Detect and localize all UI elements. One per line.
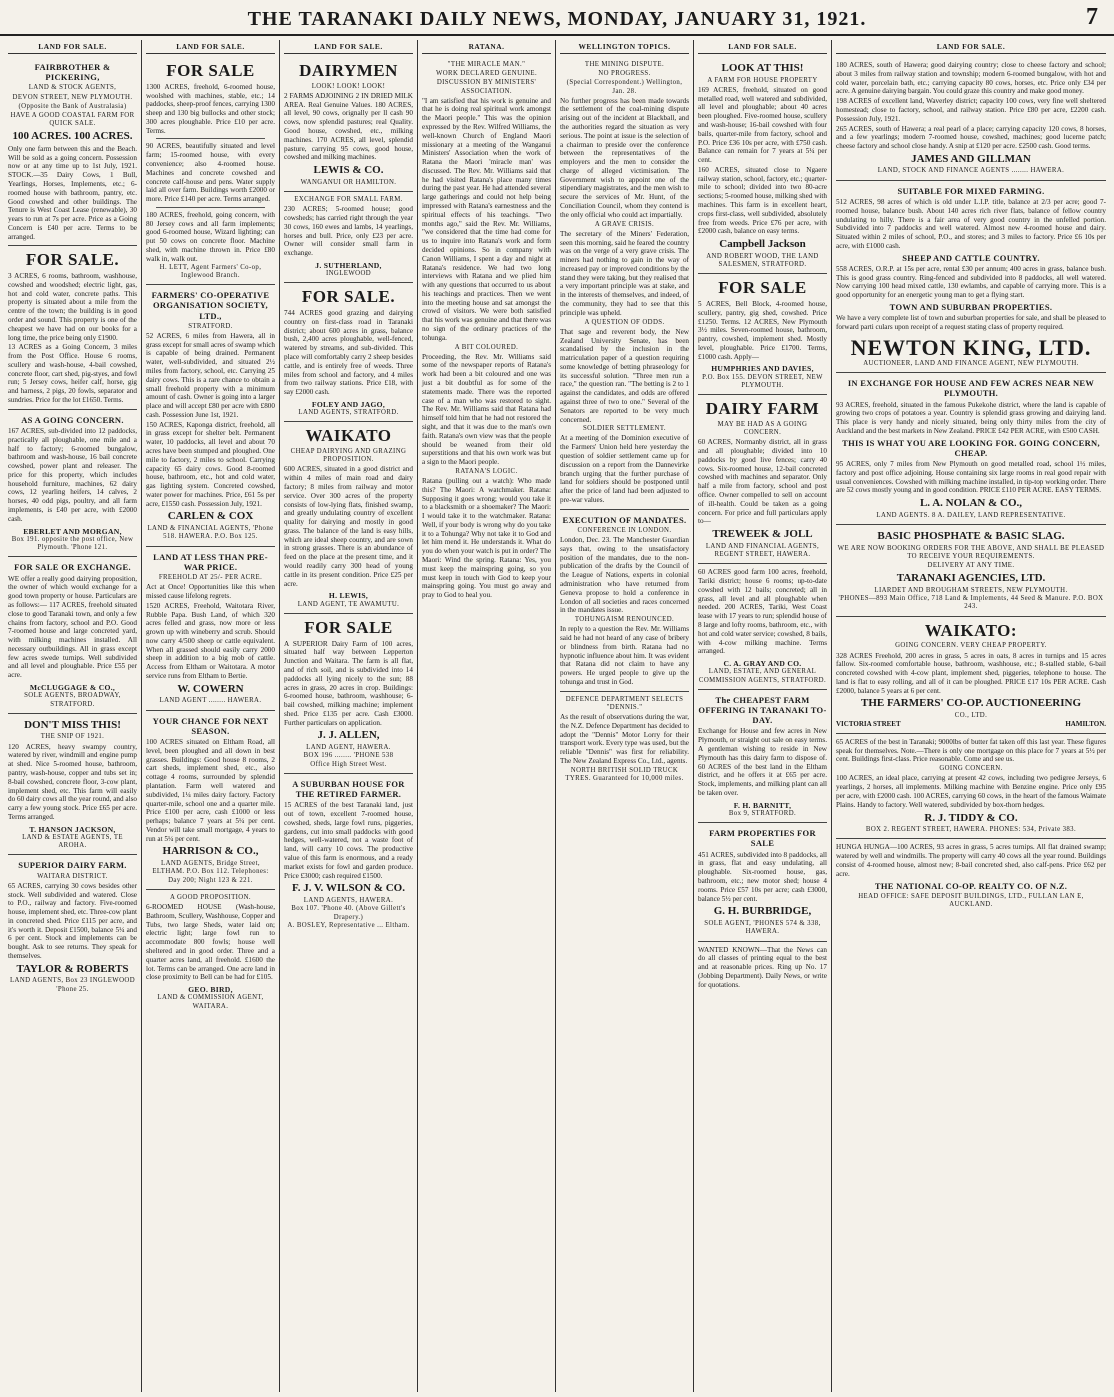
column-1	[4, 40, 142, 1392]
ad-phone: BOX 196 ........ 'PHONE 538	[303, 752, 394, 760]
ad-title: FARMERS' CO-OPERATIVE ORGANISATION SOCIETY, LTD.,	[151, 290, 270, 321]
ad-address: Box 191. opposite the post office, New Plymouth. 'Phone 121.	[11, 535, 134, 552]
ad-body: 120 ACRES, heavy swampy country, watered by river, windmill and engine pump at shed. Nice 5-roomed house, bathroom, pantry, wash-house, copper and tubs set in; 8-bail cowshed, concrete floor, 3-cow plant, implement shed, etc. This farm will easily do 60 dairy cows all the year round, and also carry a few young stock. Price £65 per acre. Terms arranged.	[8, 742, 137, 821]
ad-body: 265 ACRES, south of Hawera; a real pearl of a place; carrying capacity 120 cows, 8 horses, and a few yearlings; modern 7-roomed house, cowshed, machines; good lucerne patch; cheese factory and school close handy. A snip at £120 per acre. £2500 cash. Good terms.	[836, 124, 1106, 151]
ad-address: WANGANUI OR HAMILTON.	[300, 178, 397, 186]
article-section-title: RATANA'S LOGIC.	[455, 467, 518, 475]
ad-title: FAIRBROTHER & PICKERING,	[34, 62, 111, 83]
ad-town: HAMILTON.	[1065, 720, 1106, 729]
ad-tariki	[698, 564, 827, 690]
ad-body: 90 ACRES, beautifully situated and level farm; 15-roomed house, with every convenience; also 4-roomed house. Machines and concrete cowshed and concrete calf-house and pens. Water supply laid all over farm. Buildings worth £2000 or more. Price £140 per acre. Terms arranged.	[146, 142, 275, 204]
ad-title: GOING CONCERN.	[939, 765, 1003, 773]
ad-dont-miss	[8, 714, 137, 856]
ad-subtitle: STRATFORD.	[188, 322, 233, 330]
ad-subtitle: MAY BE HAD AS A GOING CONCERN.	[717, 420, 808, 437]
ad-body: 65 ACRES, carrying 30 cows besides other stock. Well subdivided and watered. Close to P.O., railway and factory. Five-roomed house, implement shed, etc. Three-cow plant in concreted shed. Price £115 per acre, and it's worth it. Deposit £1500, balance 5¼ and 6 per cent. Stock and implements can be bought. Ask to see returns. They speak for themselves.	[8, 881, 137, 961]
ad-title: FOR SALE	[718, 278, 807, 298]
column-head: LAND FOR SALE.	[8, 42, 137, 54]
article-subtitle: DISCUSSION BY MINISTERS' ASSOCIATION.	[436, 79, 537, 95]
divider	[156, 207, 265, 208]
ad-agent: TREWEEK & JOLL	[712, 528, 813, 541]
ad-address: LAND AND FINANCIAL AGENTS, REGENT STREET, HAWERA.	[705, 542, 820, 559]
ad-phone: 'PHONES—893 Main Office, 718 Land & Implements, 44 Seed & Manure. P.O. BOX 243.	[838, 595, 1104, 611]
ad-dennis	[560, 692, 689, 788]
ad-agent: EBERLET AND MORGAN,	[23, 526, 122, 536]
ad-line: HAVE A GOOD COASTAL FARM FOR QUICK SALE.	[10, 111, 135, 128]
ad-address: LAND & ESTATE AGENTS, TE AROHA.	[22, 833, 123, 850]
column-2	[142, 40, 280, 1392]
article-body: Proceeding, the Rev. Mr. Williams said some of the newspaper reports of Ratana's work had been a bit coloured and one was just a bit doubtful as for some of the statements made. There was the reported case of a man who was restored to sight. The Rev. Mr. Williams said that Ratana had himself told him that he had not restored the sight, and that it was due to the man's own faith. Ratana's own view was that the people should be weaned from their old superstitions and that his own work was but a sign to the Maori people.	[422, 352, 551, 467]
ad-body: 150 ACRES, Kaponga district, freehold, all in grass except for shelter belt. Permanent water, 10 paddocks, all level and about 70 acres have been stumped and ploughed. One mile to factory, 2 miles to school. Carrying capacity 65 dairy cows. Good 8-roomed house, bathroom, etc., hot and cold water, gas lighting system. Concreted cowshed, water power for machines. Price, £61 5s per acre, £1550 cash. Possession July, 1921.	[146, 420, 275, 508]
ad-dairymen	[284, 57, 413, 192]
ad-phone: Box 107. 'Phone 40. (Above Gillett's Drapery.)	[291, 905, 406, 921]
page-number: 7	[1086, 4, 1098, 30]
ad-for-sale	[146, 57, 275, 285]
ad-note: (Opposite the Bank of Australasia)	[18, 102, 127, 110]
ad-agent: W. COWERN	[177, 682, 244, 695]
ad-title: FOR SALE	[166, 61, 255, 81]
ad-body: 1520 ACRES, Freehold, Waitotara River, Rubble Papa. Bush Land, of which 320 acres felled and grass, now more or less grown up with wineberry and scrub. Should now carry 4/500 sheep or cattle equivalent. When all grassed should easily carry 2000 sheep in addition to a big mob of cattle. Access from Eltham or Waitotara. A motor service runs from Eltham to Bertie.	[146, 601, 275, 681]
ad-footer: NORTH BRITISH SOLID TRUCK TYRES. Guaranteed for 10,000 miles.	[565, 766, 684, 782]
ad-body: 60 ACRES good farm 100 acres, freehold, Tariki district; house 6 rooms; up-to-date cowshed with 12 bails; concreted; all in grass, all level and all ploughable when needed. 200 ACRES, Tariki, West Coast lease with 17 years to run; splendid house of 8 large and lofty rooms, bathroom, etc., with hot and cold water service; cowshed, 8 bails, with 4-cow milking machine. Terms arranged.	[698, 568, 827, 656]
ad-address: LAND AGENTS, HAWERA.	[303, 896, 394, 904]
ad-agent: FOLEY AND JAGO,	[311, 399, 386, 409]
column-head: RATANA.	[422, 42, 551, 54]
column-7-8	[832, 40, 1110, 1392]
ad-agent: H. LETT, Agent Farmers' Co-op, Inglewood Branch.	[159, 263, 262, 279]
ad-subtitle: LOOK! LOOK! LOOK!	[311, 82, 386, 90]
ad-agent: J. SUTHERLAND,	[315, 260, 382, 270]
ad-title: The CHEAPEST FARM OFFERING IN TARANAKI TO-DAY.	[698, 694, 827, 726]
ad-for-sale	[8, 246, 137, 409]
article-section-title: TOHUNGAISM RENOUNCED.	[574, 616, 675, 624]
ad-address: SOLE AGENT, 'PHONES 574 & 338, HAWERA.	[704, 919, 821, 936]
ad-title: DON'T MISS THIS!	[24, 718, 121, 731]
article-section-title: A QUESTION OF ODDS.	[584, 318, 665, 326]
ad-title: LOOK AT THIS!	[721, 62, 804, 75]
ad-exchange	[8, 557, 137, 713]
ad-address: DEVON STREET, NEW PLYMOUTH.	[12, 93, 133, 101]
ad-for-sale-dairy	[284, 614, 413, 774]
ad-subtitle: A FARM FOR HOUSE PROPERTY	[707, 76, 818, 84]
ad-james-gillman	[836, 57, 1106, 181]
newspaper-title: THE TARANAKI DAILY NEWS, MONDAY, JANUARY 31, 1921.	[247, 8, 867, 30]
ad-title: EXCHANGE FOR SMALL FARM.	[294, 196, 403, 204]
ad-title: BASIC PHOSPHATE & BASIC SLAG.	[877, 530, 1065, 543]
ad-title: DEFENCE DEPARTMENT SELECTS "DENNIS."	[565, 695, 684, 711]
article-subtitle: NO PROGRESS.	[598, 70, 651, 78]
ad-body: Act at Once! Opportunities like this when missed cause lifelong regrets.	[146, 583, 275, 600]
article-body: Ratana (pulling out a watch): Who made this? The Maori: A watchmaker. Ratana: Supposing it goes wrong; would you take it to a blacksmith or a shoemaker? The Maori: I would take it to the watchmaker. Ratana: Well, if your body is wrong why do you take it to a Tohunga? Why not take it to God and let him mend it. He understands it. What do you do when your watch is put in order? The Maori: Wind the spring. Ratana: Yes, you must keep the mainspring going, so you must keep in touch with God to keep your mainspring going. You must go away and pray to God to heal you.	[422, 477, 552, 600]
ad-subtitle: FREEHOLD AT 25/- PER ACRE.	[158, 574, 263, 582]
ad-body: 744 ACRES good grazing and dairying country on first-class road in Taranaki district; about 600 acres in grass, balance bush, 2,400 acres ploughable, well-fenced, watered by streams, and sub-divided. This place will comfortably carry 2 sheep besides cattle, and is entirely free of weeds. Three miles from school and factory, and 4 miles from two railway stations. Price £18, with say £2000 cash.	[284, 309, 413, 397]
ad-address: LAND & FINANCIAL AGENTS, 'Phone 518. HAWERA. P.O. Box 125.	[147, 525, 274, 541]
ad-body: 600 ACRES, situated in a good district and within 4 miles of main road and dairy factory; 8 miles from railway and motor service. Over 300 acres of the property consists of low-lying flats, finished swamp, and greatly undulating country of excellent quality for dairying and mostly in good grass. The balance of the land is easy hills, which are ideal sheep country, and are sown in strong grasses. There is an abundance of feed on the place at the present time, and it would readily carry 300 head of young cattle in its present condition. Price £25 per acre.	[284, 465, 413, 588]
ad-good-proposition	[146, 890, 275, 1015]
ad-body: We have a very complete list of town and suburban properties for sale, and shall be pleased to forward parti culars upon receipt of a request stating class of property required.	[836, 314, 1106, 331]
ad-address: HEAD OFFICE: SAFE DEPOSIT BUILDINGS, LTD., FULLAN LAN E, AUCKLAND.	[858, 892, 1084, 909]
ad-subtitle: THE SNIP OF 1921.	[40, 733, 105, 741]
ad-title: WAIKATO	[305, 426, 392, 446]
ad-title: TOWN AND SUBURBAN PROPERTIES.	[889, 301, 1053, 312]
ad-title: FARM PROPERTIES FOR SALE	[709, 828, 816, 849]
ad-agent: TARANAKI AGENCIES, LTD.	[896, 572, 1046, 585]
ad-address: LAND AGENT, TE AWAMUTU.	[297, 600, 400, 608]
article-body: In reply to a question the Rev. Mr. Williams said he had not heard of any case of bribery or blindness from birth. Ratana had no hypnotic influence about him. It was evident that Ratana did not claim to have any powers. He urged people to give up the tohunga and trust in God.	[560, 625, 689, 686]
ad-office: Office High Street West.	[310, 760, 387, 768]
ad-suburban-house	[284, 774, 413, 934]
ad-title: FOR SALE.	[25, 250, 120, 270]
ad-body: WANTED KNOWN—That the News can do all classes of printing equal to the best and at reasonable prices. Ring up No. 17 (Jobbing Department). Daily News, or write for quotations.	[698, 945, 827, 989]
ad-body: 15 ACRES of the best Taranaki land, just out of town, excellent 7-roomed house, cowshed, sheds, large fowl runs, piggeries, gardens, cut into small paddocks with good hedges, well-watered, not a waste foot of land, will carry 10 cows. The productive value of this farm is enormous, and a ready market exists for fowl and garden produce. Price £3000; cash required £1500.	[284, 801, 413, 880]
ad-title: A SUBURBAN HOUSE FOR THE RETIRED FARMER.	[292, 778, 405, 800]
ad-wanted-known	[698, 942, 827, 994]
ad-body: 13 ACRES as a Going Concern, 3 miles from the Post Office. House 6 rooms, scullery and wash-house, 4-bail cowshed, concrete floor, cart shed, pig-styes, and fowl run; 5 Jersey cows, heifer calf, horse, gig and harness, 2 pigs, 20 fowls, separator and sundries. Price for the lot £1650. Terms.	[8, 343, 137, 405]
article-mining-dispute	[560, 57, 689, 510]
ad-agent: LEWIS & CO.	[313, 164, 384, 177]
masthead	[0, 0, 1114, 36]
ad-agent: CARLEN & COX	[167, 510, 254, 523]
article-subtitle: CONFERENCE IN LONDON.	[577, 526, 672, 534]
column-head: LAND FOR SALE.	[836, 42, 1106, 54]
article-section-title: A BIT COLOURED.	[454, 343, 519, 351]
ad-body: 100 ACRES, an ideal place, carrying at present 42 cows, including two pedigree Jerseys, 6 yearlings, 2 horses, all implements. Milking machine with Benzine engine. Price only £95 per acre, with £2000 cash. 100 ACRES, carrying 60 cows, in the heart of the famous Waimate Plains. Handy to factory. Well watered, subdivided by box-thorn hedges.	[836, 774, 1106, 809]
ad-title: A GOOD PROPOSITION.	[169, 893, 252, 901]
ad-agent: H. LEWIS,	[328, 591, 369, 601]
columns	[4, 40, 1110, 1392]
article-subtitle: WORK DECLARED GENUINE.	[435, 70, 538, 78]
article-section-title: SOLDIER SETTLEMENT.	[583, 425, 666, 433]
ad-newton-king	[836, 181, 1106, 373]
ad-nolan	[836, 373, 1106, 525]
ad-body: 160 ACRES, situated close to Ngaere railway station, school, factory, etc.; quarter-mile to school; divided into two 80-acre sections; 5-roomed house, milking shed with machines. This farm is in excellent heart, crops first-class, well subdivided, absolutely free from weeds. Price £76 per acre, with £2000 cash, balance on easy terms.	[698, 165, 827, 236]
ad-body: Only one farm between this and the Beach. Will be sold as a going concern. Possession now or at any time up to 1st July, 1921. STOCK.—35 Dairy Cows, 1 Bull, Yearlings, Horses, Implements, etc.; 6-roomed house with bathroom, pantry, etc. Good cowshed and other buildings. The Tenure is West Coast Lease (renewable), 30 years to run at 7s per acre. Price as a Going Concern is £40 per acre. Terms to be arranged.	[8, 144, 137, 241]
ad-title: YOUR CHANCE FOR NEXT SEASON.	[152, 715, 269, 736]
ad-address: SOLE AGENTS, BROADWAY, STRATFORD.	[24, 692, 121, 708]
column-5	[556, 40, 694, 1392]
ad-headline: 100 ACRES. 100 ACRES.	[12, 130, 133, 143]
ad-basic-phosphate	[836, 525, 1106, 617]
ad-title: SHEEP AND CATTLE COUNTRY.	[902, 252, 1040, 263]
ad-address: AUCTIONEER, LAND AND FINANCE AGENT, NEW PLYMOUTH.	[863, 359, 1079, 367]
ad-body: 512 ACRES, 98 acres of which is old under L.I.P. title, balance at 2/3 per acre; good 7-roomed house, balance bush. About 140 acres rich river flats, balance of fellow country undulating to hilly. There is a fair area of very good country in the unfelled portion. Subdivided into 7 paddocks and well watered. Almost new 4-roomed house and dairy. Situated within 2 miles of school, P.O., and stores; and 3 miles to factory. Price £6 10s per acre, with £1000 cash.	[836, 197, 1106, 250]
ad-subtitle: GOING CONCERN. VERY CHEAP PROPERTY.	[895, 642, 1047, 650]
ad-subtitle: DELIVERY AT ANY TIME.	[927, 562, 1015, 570]
ad-address: AND ROBERT WOOD, THE LAND SALESMEN, STRATFORD.	[706, 252, 819, 269]
ad-farm-properties	[698, 823, 827, 941]
ad-agent: JAMES AND GILLMAN	[911, 152, 1031, 165]
ad-body: 558 ACRES, O.R.P. at 15s per acre, rental £30 per annum; 400 acres in grass, balance bush. This is good grass country. Ring-fenced and subdivided into 8 paddocks, all well watered. Now carrying 100 head mixed cattle, 130 ewlambs, and capable of carrying more. This is a good opportunity for an energetic young man to get a flying start.	[836, 264, 1106, 300]
article-body: At a meeting of the Dominion executive of the Farmers' Union held here yesterday the question of soldier settlement came up for discussion on a report from the Dannevirke branch urging that the further purchase of land for soldiers should be postponed until after the price of land had been adjusted to pre-war values.	[560, 434, 689, 504]
ad-body: 198 ACRES of excellent land, Waverley district; capacity 100 cows, very fine well sheltered homestead; close to factory, school, and railway station. Price £80 per acre, £2200 cash. Possession July, 1921.	[836, 97, 1106, 123]
ad-address: LAND AGENT, HAWERA.	[306, 744, 391, 752]
ad-superior-dairy	[8, 855, 137, 998]
divider	[156, 138, 265, 139]
ad-title: SUPERIOR DAIRY FARM.	[18, 860, 127, 871]
ad-address-row	[836, 720, 1106, 729]
ad-title: DAIRYMEN	[299, 61, 398, 81]
ad-body: 169 ACRES, freehold, situated on good metalled road, well watered and subdivided, all level and ploughable; about 40 acres been ploughed. Five-roomed house, scullery and wash-house; 16-bail cowshed with four bails, quarter-mile from factory, school and P.O. Price £36 10s per acre, with £750 cash. Balance can remain for 7 years at 5¼ per cent.	[698, 85, 827, 165]
ad-address: Box 9, STRATFORD.	[728, 809, 797, 817]
ad-title: IN EXCHANGE FOR HOUSE AND FEW ACRES NEAR NEW PLYMOUTH.	[847, 378, 1095, 399]
ad-body: 1300 ACRES, freehold, 6-roomed house, woolshed with machines, stable, etc.; 14 paddocks, sheep-proof fences, carrying 1300 sheep and 130 big bullocks and other stock; 300 acres ploughable. Price £10 per acre. Terms.	[146, 82, 275, 135]
ad-title: SUITABLE FOR MIXED FARMING.	[897, 185, 1045, 196]
ad-agent: TAYLOR & ROBERTS	[16, 962, 129, 975]
ad-body: 180 ACRES, freehold, going concern, with 80 Jersey cows and all farm implements; good 6-roomed house, Wizard lighting; can put 50 cows on concrete floor. Machine shed, with machine thrown in. Price £80 walk in, walk out.	[146, 210, 275, 263]
article-ratana	[422, 57, 551, 604]
ad-subtitle: CHEAP DAIRYING AND GRAZING PROPOSITION.	[290, 448, 407, 464]
ad-address: LAND AGENTS. 8 A. DAILEY, LAND REPRESENTATIVE.	[876, 511, 1066, 519]
ad-body: 230 ACRES; 5-roomed house; good cowsheds; has carried right through the year 30 cows, 160 ewes and lambs, 14 yearlings, horses and bull. Price, only £23 per acre. Owner will consider small farm in exchange.	[284, 205, 413, 258]
ad-agent: T. HANSON JACKSON,	[29, 824, 116, 834]
article-body: "I am satisfied that his work is genuine and that he is doing real spiritual work amongst the Maori people." This was the opinion expressed by the Rev. Wilfred Williams, the well-known Church of England Maori missionary at a meeting of the Wanganui Ministers' Association when the work of Ratana the Maori 'miracle man' was discussed. The Rev. Mr. Williams said that he had visited Ratana's place many times during the past year. He had attended several large gatherings and could not help being impressed with Ratana's earnestness and the spiritual effects of his teachings. "Two months ago," said the Rev. Mr. Williams, "we considered that the time had come for us to inquire into Ratana's work and form decided opinions. So in company with Canon Williams, I spent a day and night at Ratana's residence. We had two long interviews with Ratana and we plied him with any questions that occurred to us about his teachings and practices. Then we went into the meeting house and sat amongst the crowd of visitors. We were both satisfied that his work was genuine and that there was no sign of the ordinary practices of the tohunga.	[422, 96, 551, 342]
ad-address: LAND, STOCK AND FINANCE AGENTS ........ HAWERA.	[877, 167, 1065, 175]
ad-agent: R. J. TIDDY & CO.	[924, 811, 1018, 824]
column-head: LAND FOR SALE.	[146, 42, 275, 54]
ad-body: 100 ACRES situated on Eltham Road, all level, been ploughed and all down in best grasses. Buildings: Good house 8 rooms, 2 cart sheds, implement shed, etc., also cottage 4 rooms, surrounded by splendid plantation. Farm well watered and subdivided, 1¼ miles dairy factory. Factory quarter-mile, school one and a quarter mile. Price £100 per acre, cash £1000 or less perhaps; balance 7 years at 5¼ per cent. Vendor will take small mortgage, 4 years to run at 5¼ per cent.	[146, 738, 275, 843]
ad-next-season	[146, 711, 275, 890]
ad-waikato	[836, 617, 1106, 734]
ad-fairbrother	[8, 57, 137, 246]
ad-body: 93 ACRES, freehold, situated in the famous Pukekohe district, where the land is capable of growing two crops of potatoes a year. Country is splendid grass growing and dairying land. This place is very handy and nicely situated, being only thirty miles from the city of Auckland and the best markets in New Zealand. PRICE £42 PER ACRE, with £500 CASH.	[836, 400, 1106, 435]
ad-body: 65 ACRES of the best in Taranaki; 9000lbs of butter fat taken off this last year. These figures speak for themselves. Note.—There is only one mortgage on this place for 7 years at 5½ per cent. Buildings first-class. Price reasonable. Come and see us.	[836, 737, 1106, 764]
ad-agent: NEWTON KING, LTD.	[850, 334, 1092, 360]
ad-address: LAND & COMMISSION AGENT, WAITARA.	[157, 994, 264, 1010]
article-title: EXECUTION OF MANDATES.	[562, 514, 687, 525]
ad-address: LAND AGENTS, STRATFORD.	[298, 409, 399, 417]
ad-body: WE ARE NOW BOOKING ORDERS FOR THE ABOVE, AND SHALL BE PLEASED TO RECEIVE YOUR REQUIREMENTS.	[837, 544, 1105, 560]
ad-exchange-small-farm	[284, 192, 413, 283]
ad-address: CO., LTD.	[954, 712, 988, 720]
ad-cheapest-farm	[698, 690, 827, 823]
ad-agent: L. A. NOLAN & CO.,	[919, 497, 1023, 510]
ad-body: HUNGA HUNGA—100 ACRES, 93 acres in grass, 5 acres turnips. All flat drained swamp; watered by well and windmills. The property will carry 40 cows all the year round. Buildings consist of 4-roomed house, almost new; 8-bail concreted shed, also calf-pens. Price £62 per acre.	[836, 843, 1106, 878]
article-body: That sage and reverent body, the New Zealand University Senate, has been scandalised by the inclusion in the matriculation paper of a question requiring some knowledge of betting phraseology for its successful solution. "Three men run a race," the question ran. "The betting is 2 to 1 against the candidates, and odds are offered against three of two to one." Several of the Senators are reported to be very much concerned.	[560, 327, 689, 424]
ad-body: 2 FARMS ADJOINING 2 IN DRIED MILK AREA. Real Genuine Values. 180 ACRES, all level, 90 cows, orignally per ll cash 90 cows, now splendid pastures; real Quality. Good house, cowshed, etc., milking machines. 170 ACRES, all level, splendid pasture, carrying 95 cows, good house, cowshed and milking machines.	[284, 91, 413, 162]
ad-agent: McCLUGGAGE & CO.,	[29, 682, 116, 692]
ad-farmers-coop	[146, 285, 275, 547]
ad-address: LAND AGENTS, Bridge Street, ELTHAM. P.O. Box 112. Telephones: Day 200; Night 123 & 221.	[152, 860, 269, 884]
ad-agent: J. J. ALLEN,	[317, 729, 380, 742]
ad-going-concern	[8, 410, 137, 558]
ad-agent: F. J. V. WILSON & CO.	[292, 882, 405, 895]
ad-agent: THE FARMERS' CO-OP. AUCTIONEERING	[860, 697, 1082, 710]
ad-body: As the result of observations during the war, the N.Z. Defence Department has decided to adopt the "Dennis" Motor Lorry for their transport work. Every type was used, but the reliable "Dennis" was first for reliability. The New Zealand Express Co., Ltd., agents.	[560, 713, 689, 765]
article-dateline: (Special Correspondent.) Wellington, Jan. 28.	[566, 79, 683, 95]
article-title: THE MINING DISPUTE.	[584, 61, 665, 69]
column-head: WELLINGTON TOPICS.	[560, 42, 689, 54]
ad-tiddy	[836, 734, 1106, 840]
ad-agent: F. H. BARNITT,	[733, 800, 792, 810]
ad-title: AS A GOING CONCERN.	[21, 414, 124, 425]
ad-title: THIS IS WHAT YOU ARE LOOKING FOR. GOING CONCERN, CHEAP.	[842, 437, 1100, 458]
ad-agent: THE NATIONAL CO-OP. REALTY CO. OF N.Z.	[874, 880, 1068, 891]
ad-body: 95 ACRES, only 7 miles from New Plymouth on good metalled road, school 1½ miles, factory and post office adjoining. House containing six large rooms in real good repair with usual conveniences. Cowshed with milking machine installed, in tip-top working order. There are 52 cows mostly young and in good condition. PRICE £110 PER ACRE. EASY TERMS.	[836, 460, 1106, 495]
column-3	[280, 40, 418, 1392]
ad-for-sale	[284, 283, 413, 422]
article-body: No further progress has been made towards the settlement of the coal-mining dispute arising out of the incident at Blackball, and the authorities regard the situation as very serious. The point at issue is the selection of a chairman to preside over the conference between the representatives of the employers and the men to consider the charge of alleged victimisation. The Government wish to appoint one of the stipendiary magistrates, and the men wish to secure the services of Mr. Hunt, of the Conciliation Council, whom they contend is the only official who could act impartially.	[560, 96, 689, 219]
ad-address: LAND, ESTATE, AND GENERAL COMMISSION AGENTS, STRATFORD.	[698, 668, 827, 684]
ad-street: VICTORIA STREET	[836, 720, 901, 729]
ad-agent: G. H. BURBRIDGE,	[713, 905, 812, 918]
column-head: LAND FOR SALE.	[284, 42, 413, 54]
article-mandates	[560, 510, 689, 692]
ad-representative: A. BOSLEY, Representative ... Eltham.	[287, 921, 410, 929]
ad-body: 3 ACRES, 6 rooms, bathroom, washhouse, cowshed and woodshed; electric light, gas, hot and cold water, concrete paths. This property is situated about a mile from the centre of the town; the building is in good order and sound. This property is one of the cheapest we have had on our books for a long time, the price being only £1900.	[8, 272, 137, 342]
article-title: "THE MIRACLE MAN."	[447, 61, 526, 69]
ad-agent: Campbell Jackson	[719, 238, 806, 251]
ad-national-coop	[836, 839, 1106, 913]
ad-dairy-farm	[698, 395, 827, 564]
ad-agent: GEO. BIRD,	[188, 985, 233, 995]
ad-title: FOR SALE OR EXCHANGE.	[14, 562, 131, 573]
ad-title: FOR SALE.	[301, 287, 396, 307]
article-body: The secretary of the Miners' Federation, seen this morning, said he feared the country was on the verge of a very grave crisis. The miners had nothing to gain in the way of increased pay or improved conditions by the stand they were taking, but they realised that a very important principle was at stake, and in the interests of themselves, and indeed, of the community, they had to see that this principle was upheld.	[560, 229, 689, 317]
ad-look-at-this	[698, 57, 827, 274]
ad-agent: HARRISON & CO.,	[162, 845, 259, 858]
article-section-title: A GRAVE CRISIS.	[594, 220, 655, 228]
ad-title: WAIKATO:	[924, 620, 1018, 640]
ad-body: Exchange for House and few acres in New Plymouth, or straight out sale on easy terms. A gentleman wishing to reside in New Plymouth has this dairy farm to dispose of. 60 ACRES of the best land in the Eltham district, and he offers it at £65 per acre. Stock, implements, and milking plant can all be taken over.	[698, 727, 827, 797]
ad-address: LIARDET AND BROUGHAM STREETS, NEW PLYMOUTH.	[874, 586, 1068, 594]
article-body: London, Dec. 23. The Manchester Guardian says that, owing to the unsatisfactory position of the mandates, due to the non-publication of the drafts by the Council of the League of Nations, experts in colonial administration who have returned from Geneva propose to hold a conference in London of all societies and races concerned in the mandates issue.	[560, 536, 689, 615]
ad-body: 451 ACRES, subdivided into 8 paddocks, all in grass, flat and easy undulating, all ploughable. Six-roomed house, gas, bathroom, etc.; new motor shed; house 4 rooms. Price £57 10s per acre; cash £3000, balance 5½ per cent.	[698, 850, 827, 903]
ad-body: 5 ACRES, Bell Block, 4-roomed house, scullery, pantry, gig shed, cowshed. Price £1250. Terms. 12 ACRES, New Plymouth 3½ miles. Seven-roomed house, bathroom, pantry, cowshed, implement shed. Mostly level, ploughable. Price £1700. Terms, £1000 cash. Apply—	[698, 300, 827, 361]
ad-address: INGLEWOOD	[325, 270, 372, 278]
ad-agent: HUMPHRIES AND DAVIES,	[711, 364, 814, 374]
ad-subtitle: WAITARA DISTRICT.	[37, 872, 108, 880]
ad-address: P.O. Box 155. DEVON STREET, NEW PLYMOUTH.	[702, 373, 823, 389]
ad-body: 6-ROOMED HOUSE (Wash-house, Bathroom, Scullery, Washhouse, Copper and Tubs, two large Sheds, water laid on; electric light; large fowl run to accommodate 800 fowls; house well sheltered and in good order. Three and a quarter acres land, all freehold. £1600 the lot. Terms can be arranged. One acre land in close proximity to Bell can be had for £105.	[146, 903, 275, 982]
ad-body: 180 ACRES, south of Hawera; good dairying country; close to cheese factory and school; about 3 miles from railway station and township; modern 6-roomed bungalow, with hot and cold water, porcelain bath, etc.; carrying capacity 80 cows, horses, etc. Price only £34 per acre. A genuine dairying bargain. You could graze this country and make good money.	[836, 61, 1106, 96]
ad-title: LAND AT LESS THAN PRE-WAR PRICE.	[153, 551, 268, 572]
column-6	[694, 40, 832, 1392]
ad-address: LAND AGENTS, Box 23 INGLEWOOD 'Phone 25.	[9, 977, 136, 993]
ad-body: A SUPERIOR Dairy Farm of 100 acres, situated half way between Lepperton Junction and Waitara. The farm is all flat, and of rich soil, and is subdivided into 14 paddocks all lying nicely to the sun; 88 acres in grass, 20 acres in crop. Buildings: 6-roomed house, bathroom, washhouse; 6-bail cowshed, milking machine; implement shed. Price £135 per acre. Cash £3000. Further particulars on application.	[284, 639, 413, 727]
ad-address: BOX 2. REGENT STREET, HAWERA. PHONES: 534, Private 383.	[865, 826, 1077, 834]
ad-agent: C. A. GRAY AND CO.	[723, 659, 802, 669]
column-4	[418, 40, 556, 1392]
ad-body: 60 ACRES, Normanby district, all in grass and all ploughable; divided into 10 paddocks by good live fences; carry 40 cows. Six-roomed house, 12-bail concreted cowshed with machines and separator. Only half a mile from factory, school and post office. Owner compelled to sell on account of ill-health. Could be taken as a going concern. For price and full particulars apply to—	[698, 438, 827, 526]
ad-body: 52 ACRES, 6 miles from Hawera, all in grass except for small acres of swamp which is capable of being drained. Permanent water, well-subdivided, and situated 2½ miles from factory, school, etc. Carrying 25 dairy cows. This is a rare chance to obtain a small freehold property with a minimum amount of cash. Owner is going into a larger place and will accept £80 per acre with £800 cash. Possession June 1st, 1921.	[146, 331, 275, 419]
ad-pre-war-price	[146, 547, 275, 711]
ad-waikato	[284, 422, 413, 613]
ad-title: FOR SALE	[304, 617, 393, 637]
ad-for-sale	[698, 274, 827, 395]
ad-body: 167 ACRES, sub-divided into 12 paddocks, practically all ploughable, one mile and a half to factory; 6-roomed bungalow, bathroom and wash-house, 16 bail concrete cowshed, power plant and releaser. The price for this property, which includes household furniture, machines, 62 dairy cows, 12 yearling heifers, 14 calves, 2 horses, 40 odd pigs, poultry, and all farm implements, is £40 per acre, with £2000 cash.	[8, 427, 137, 523]
ad-subtitle: LAND & STOCK AGENTS,	[28, 84, 117, 92]
ad-body: WE offer a really good dairying proposition, the owner of which would exchange for a good town property or house. Particulars are as follows:— 117 ACRES, freehold situated close to good Taranaki town, and only a few chains from factory, school and P.O. Good 7-roomed house and large concreted yard, with milking machines installed. All necessary outbuildings. All in grass except few acres swede turnips. Well subdivided and all level and ploughable. Price £55 per acre.	[8, 574, 137, 680]
column-head: LAND FOR SALE.	[698, 42, 827, 54]
ad-body: 328 ACRES Freehold, 200 acres in grass, 5 acres in oats, 8 acres in turnips and 15 acres fallow. Six-roomed comfortable house, bathroom, washhouse, etc.; 8-stalled stable, 6-bail concreted cowshed with 4-cow plant, implement shed, piggeries, telephone to house. The land is flat to easy rolling, and all of it can be ploughed. PRICE £17 10s PER ACRE. Cash £2000, balance 5 years at 6 per cent.	[836, 651, 1106, 695]
ad-address: LAND AGENT ........ HAWERA.	[159, 697, 262, 705]
ad-title: DAIRY FARM	[705, 399, 820, 419]
